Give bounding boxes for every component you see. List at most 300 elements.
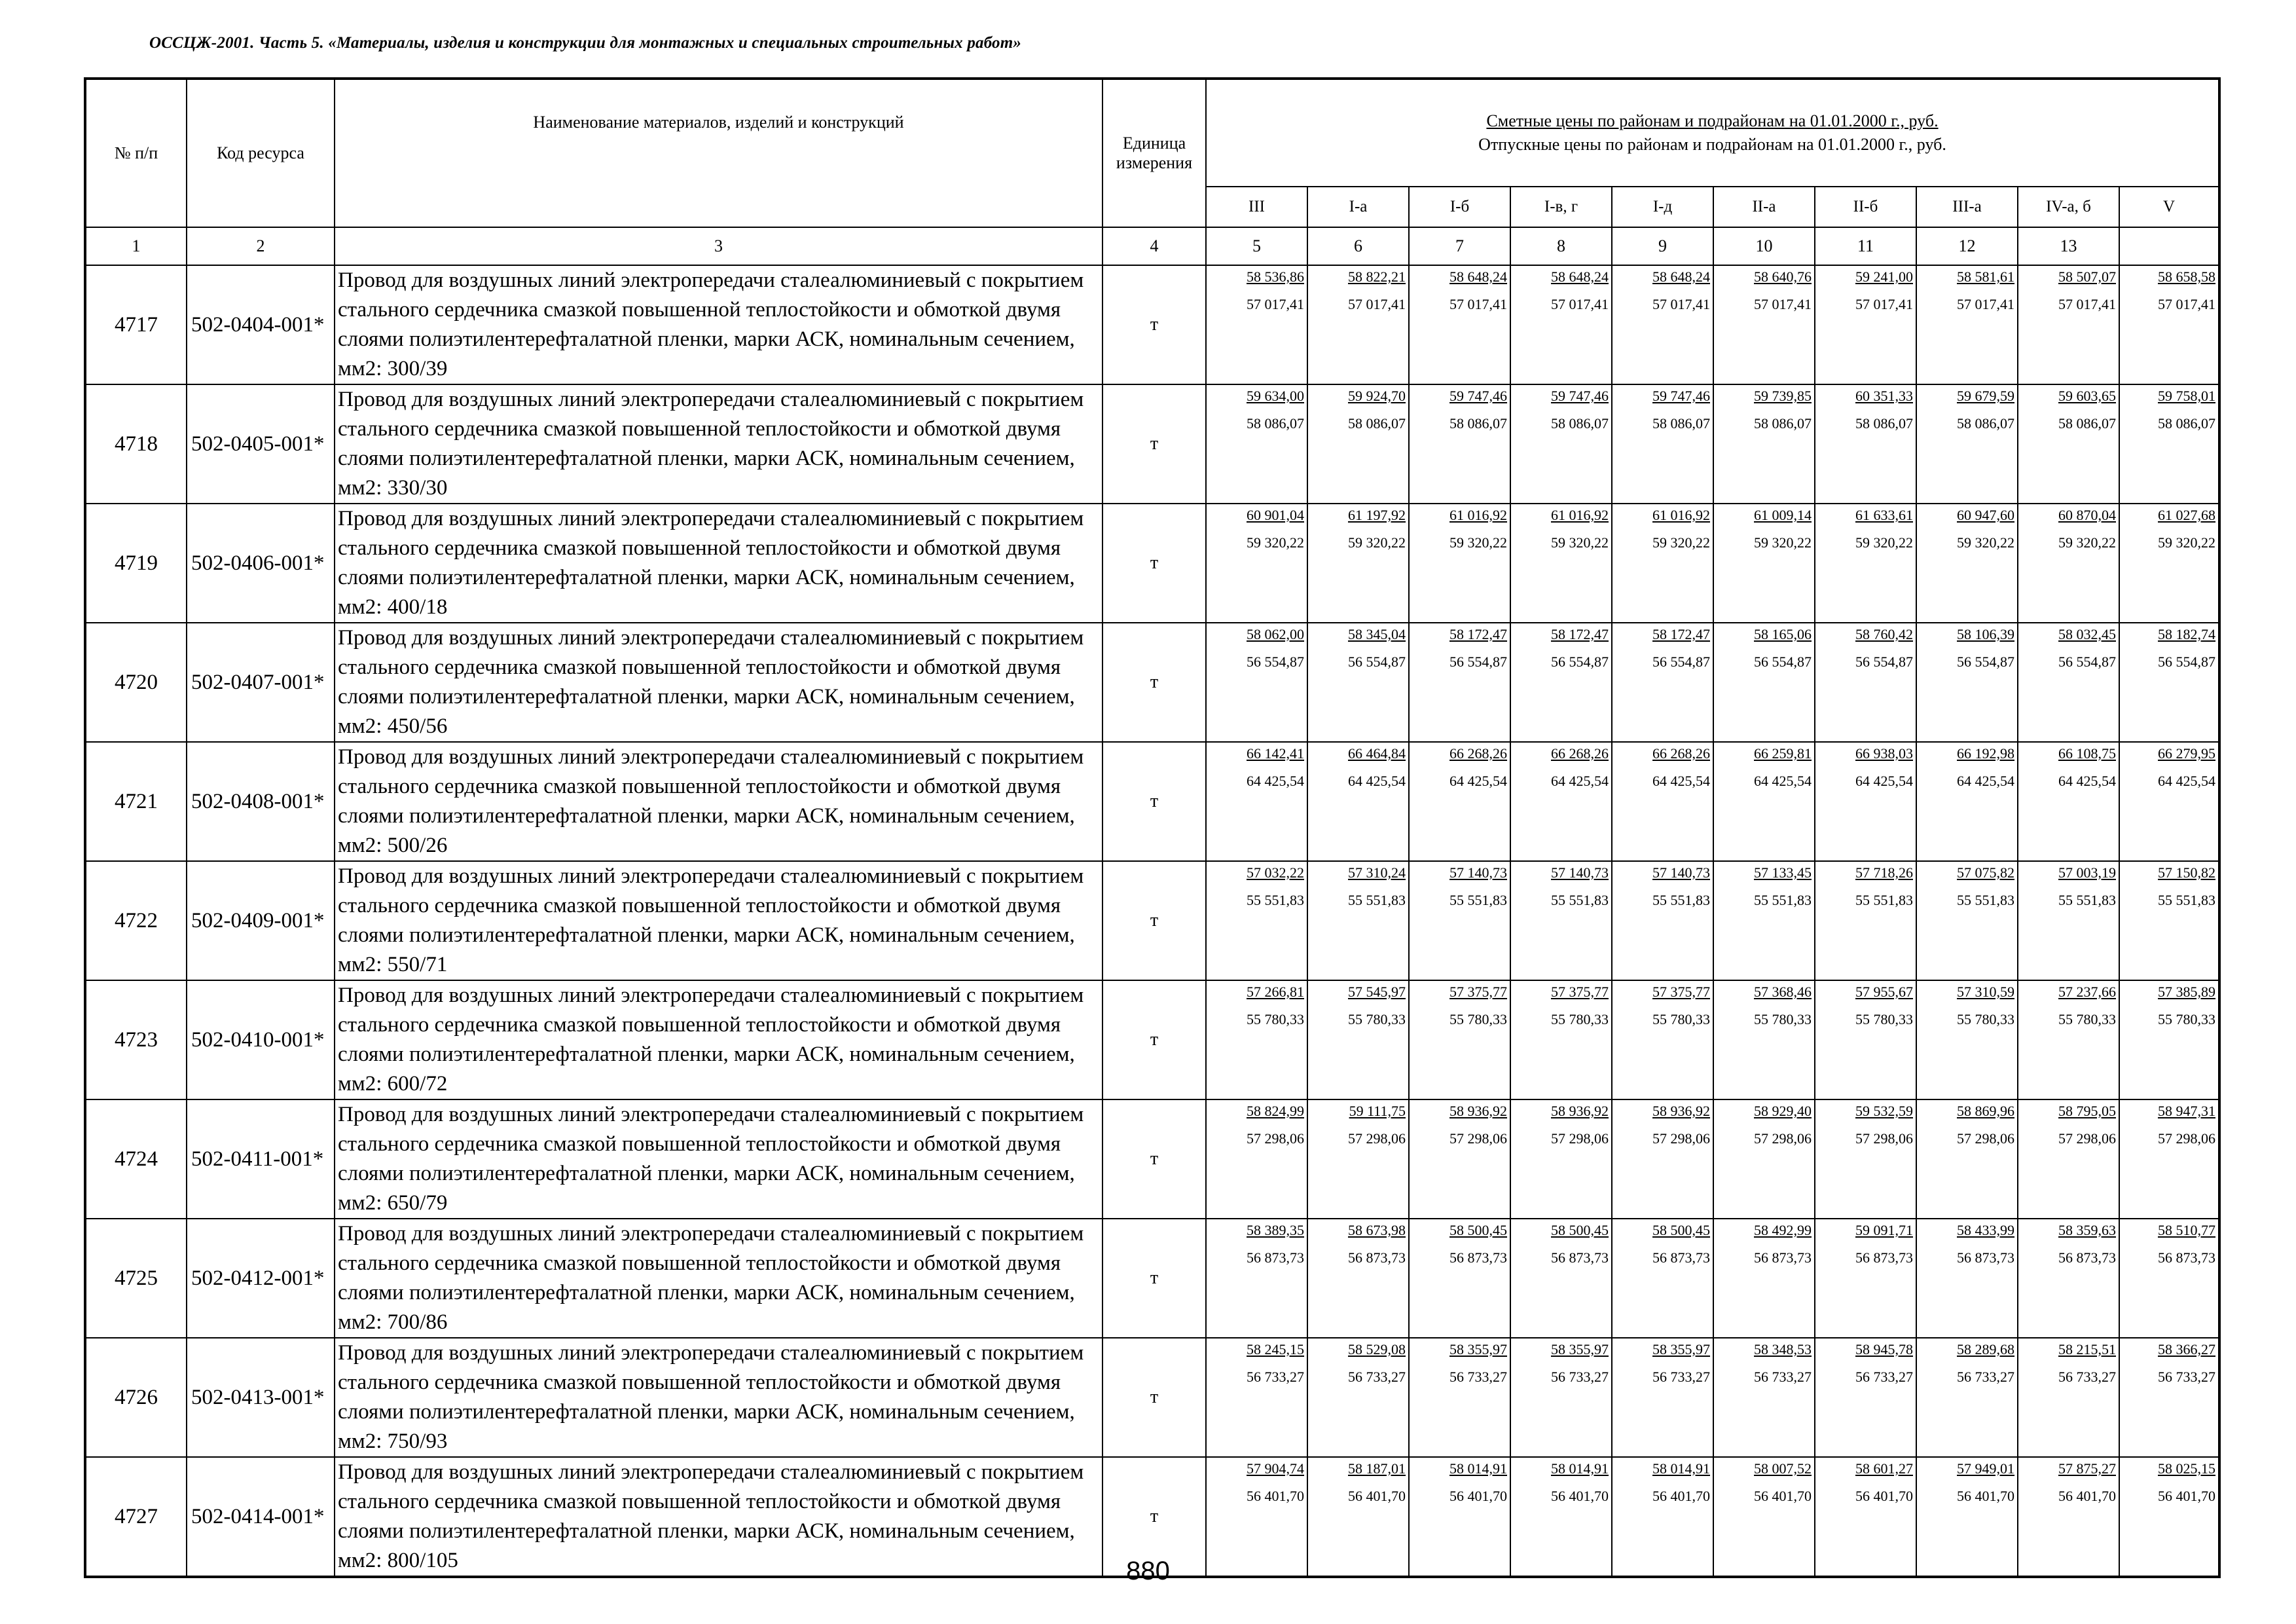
price-cell xyxy=(1206,742,1307,861)
release-price: 64 425,54 xyxy=(1247,773,1304,789)
price-cell xyxy=(1815,504,1916,623)
release-price: 56 401,70 xyxy=(1551,1488,1609,1504)
estimate-price: 58 355,97 xyxy=(1551,1341,1609,1357)
estimate-price: 59 679,59 xyxy=(1957,388,2014,404)
release-price: 57 298,06 xyxy=(1957,1130,2014,1147)
release-price: 55 780,33 xyxy=(1957,1011,2014,1027)
estimate-price: 58 014,91 xyxy=(1652,1460,1710,1477)
estimate-price: 66 464,84 xyxy=(1348,745,1406,762)
release-price: 56 401,70 xyxy=(1957,1488,2014,1504)
release-price: 55 780,33 xyxy=(1449,1011,1507,1027)
estimate-price: 58 500,45 xyxy=(1449,1222,1507,1238)
release-price: 57 298,06 xyxy=(2058,1130,2116,1147)
estimate-price: 58 187,01 xyxy=(1348,1460,1406,1477)
release-price: 58 086,07 xyxy=(1348,415,1406,432)
estimate-price: 57 904,74 xyxy=(1247,1460,1304,1477)
release-price: 57 298,06 xyxy=(1348,1130,1406,1147)
column-number: 11 xyxy=(1815,227,1916,265)
estimate-price: 58 824,99 xyxy=(1247,1103,1304,1119)
release-price: 56 554,87 xyxy=(1449,654,1507,670)
price-cell xyxy=(1307,742,1409,861)
price-cell xyxy=(2119,384,2219,504)
price-cell xyxy=(1206,1099,1307,1219)
price-cell xyxy=(1510,742,1612,861)
estimate-price: 59 747,46 xyxy=(1449,388,1507,404)
estimate-price: 58 936,92 xyxy=(1652,1103,1710,1119)
price-cell xyxy=(1206,623,1307,742)
table-row xyxy=(85,980,2219,1099)
header-name: Наименование материалов, изделий и конструкций xyxy=(335,79,1102,227)
price-cell xyxy=(1206,1219,1307,1338)
release-price: 64 425,54 xyxy=(1957,773,2014,789)
release-price: 64 425,54 xyxy=(1551,773,1609,789)
table-row xyxy=(85,1219,2219,1338)
release-price: 56 873,73 xyxy=(1551,1249,1609,1266)
table-row xyxy=(85,1338,2219,1457)
estimate-price: 57 718,26 xyxy=(1855,864,1913,881)
release-price: 57 017,41 xyxy=(1957,296,2014,312)
release-price: 57 017,41 xyxy=(1551,296,1609,312)
price-cell xyxy=(1815,1338,1916,1457)
release-price: 58 086,07 xyxy=(1652,415,1710,432)
release-price: 56 733,27 xyxy=(1247,1369,1304,1385)
table-row xyxy=(85,265,2219,384)
price-cell xyxy=(1206,1338,1307,1457)
price-cell xyxy=(1916,1219,2018,1338)
document-title: ОССЦЖ-2001. Часть 5. «Материалы, изделия и конструкции для монтажных и специальных строительных работ» xyxy=(149,34,1022,52)
header-code: Код ресурса xyxy=(187,79,335,227)
unit: т xyxy=(1102,623,1206,742)
release-price: 59 320,22 xyxy=(1247,534,1304,551)
price-cell xyxy=(2119,623,2219,742)
row-number: 4725 xyxy=(85,1219,187,1338)
price-cell xyxy=(1916,861,2018,980)
estimate-price: 59 634,00 xyxy=(1247,388,1304,404)
estimate-price: 66 938,03 xyxy=(1855,745,1913,762)
release-price: 57 017,41 xyxy=(1449,296,1507,312)
estimate-price: 66 192,98 xyxy=(1957,745,2014,762)
release-price: 55 551,83 xyxy=(1855,892,1913,908)
header-prices-estimate: Сметные цены по районам и подрайонам на 01.01.2000 г., руб. xyxy=(1486,111,1939,130)
release-price: 56 554,87 xyxy=(1754,654,1812,670)
release-price: 57 017,41 xyxy=(1652,296,1710,312)
region-header: III xyxy=(1206,187,1307,227)
price-cell xyxy=(2018,1219,2119,1338)
price-cell xyxy=(1307,384,1409,504)
estimate-price: 58 795,05 xyxy=(2058,1103,2116,1119)
estimate-price: 58 355,97 xyxy=(1652,1341,1710,1357)
release-price: 55 551,83 xyxy=(1348,892,1406,908)
resource-code: 502-0411-001* xyxy=(187,1099,335,1219)
release-price: 56 733,27 xyxy=(1957,1369,2014,1385)
estimate-price: 58 648,24 xyxy=(1551,268,1609,285)
price-cell xyxy=(1713,742,1815,861)
resource-name: Провод для воздушных линий электропередачи сталеалюминиевый с покрытием стального сердечника смазкой повышенной теплостойкости и обмоткой двумя слоями полиэтилентерефталатной пленки, марки АСК, номинальным сечением, мм2: 550/71 xyxy=(335,861,1102,980)
unit: т xyxy=(1102,384,1206,504)
release-price: 55 551,83 xyxy=(2058,892,2116,908)
price-cell xyxy=(1510,623,1612,742)
region-header: I-б xyxy=(1409,187,1510,227)
price-cell xyxy=(1713,980,1815,1099)
estimate-price: 58 640,76 xyxy=(1754,268,1812,285)
price-cell xyxy=(1510,861,1612,980)
resource-name: Провод для воздушных линий электропередачи сталеалюминиевый с покрытием стального сердечника смазкой повышенной теплостойкости и обмоткой двумя слоями полиэтилентерефталатной пленки, марки АСК, номинальным сечением, мм2: 400/18 xyxy=(335,504,1102,623)
price-cell xyxy=(1510,980,1612,1099)
estimate-price: 58 366,27 xyxy=(2158,1341,2216,1357)
estimate-price: 57 545,97 xyxy=(1348,984,1406,1000)
release-price: 64 425,54 xyxy=(1754,773,1812,789)
price-cell xyxy=(2018,265,2119,384)
release-price: 58 086,07 xyxy=(2058,415,2116,432)
estimate-price: 58 869,96 xyxy=(1957,1103,2014,1119)
header-prices-release: Отпускные цены по районам и подрайонам на 01.01.2000 г., руб. xyxy=(1478,135,1946,154)
estimate-price: 59 091,71 xyxy=(1855,1222,1913,1238)
resource-name: Провод для воздушных линий электропередачи сталеалюминиевый с покрытием стального сердечника смазкой повышенной теплостойкости и обмоткой двумя слоями полиэтилентерефталатной пленки, марки АСК, номинальным сечением, мм2: 330/30 xyxy=(335,384,1102,504)
release-price: 56 401,70 xyxy=(2058,1488,2116,1504)
estimate-price: 58 945,78 xyxy=(1855,1341,1913,1357)
release-price: 58 086,07 xyxy=(1855,415,1913,432)
estimate-price: 57 003,19 xyxy=(2058,864,2116,881)
price-cell xyxy=(1307,1338,1409,1457)
estimate-price: 57 237,66 xyxy=(2058,984,2116,1000)
release-price: 55 780,33 xyxy=(1652,1011,1710,1027)
unit: т xyxy=(1102,504,1206,623)
estimate-price: 58 601,27 xyxy=(1855,1460,1913,1477)
estimate-price: 58 289,68 xyxy=(1957,1341,2014,1357)
estimate-price: 57 266,81 xyxy=(1247,984,1304,1000)
price-cell xyxy=(1916,1099,2018,1219)
price-cell xyxy=(1713,1099,1815,1219)
price-cell xyxy=(1916,265,2018,384)
price-cell xyxy=(2018,742,2119,861)
resource-code: 502-0409-001* xyxy=(187,861,335,980)
estimate-price: 57 385,89 xyxy=(2158,984,2216,1000)
release-price: 58 086,07 xyxy=(1247,415,1304,432)
estimate-price: 58 929,40 xyxy=(1754,1103,1812,1119)
release-price: 56 873,73 xyxy=(1449,1249,1507,1266)
price-cell xyxy=(1409,742,1510,861)
price-cell xyxy=(1916,742,2018,861)
region-header: IV-а, б xyxy=(2018,187,2119,227)
release-price: 55 551,83 xyxy=(1754,892,1812,908)
price-cell xyxy=(1612,623,1713,742)
price-cell xyxy=(1409,623,1510,742)
estimate-price: 57 375,77 xyxy=(1652,984,1710,1000)
release-price: 59 320,22 xyxy=(1551,534,1609,551)
unit: т xyxy=(1102,861,1206,980)
release-price: 56 401,70 xyxy=(1652,1488,1710,1504)
estimate-price: 57 375,77 xyxy=(1449,984,1507,1000)
price-cell xyxy=(1612,861,1713,980)
estimate-price: 59 758,01 xyxy=(2158,388,2216,404)
release-price: 56 733,27 xyxy=(1652,1369,1710,1385)
row-number: 4723 xyxy=(85,980,187,1099)
estimate-price: 57 375,77 xyxy=(1551,984,1609,1000)
row-number: 4720 xyxy=(85,623,187,742)
estimate-price: 57 949,01 xyxy=(1957,1460,2014,1477)
price-cell xyxy=(1409,265,1510,384)
price-cell xyxy=(1307,980,1409,1099)
release-price: 56 733,27 xyxy=(1754,1369,1812,1385)
row-number: 4717 xyxy=(85,265,187,384)
release-price: 56 554,87 xyxy=(1957,654,2014,670)
estimate-price: 58 500,45 xyxy=(1551,1222,1609,1238)
resource-code: 502-0414-001* xyxy=(187,1457,335,1577)
estimate-price: 66 108,75 xyxy=(2058,745,2116,762)
price-cell xyxy=(1713,1338,1815,1457)
release-price: 57 298,06 xyxy=(1551,1130,1609,1147)
price-cell xyxy=(1612,980,1713,1099)
table-row xyxy=(85,1099,2219,1219)
release-price: 55 780,33 xyxy=(1855,1011,1913,1027)
price-cell xyxy=(1815,384,1916,504)
price-cell xyxy=(1612,384,1713,504)
price-cell xyxy=(1409,384,1510,504)
unit: т xyxy=(1102,1338,1206,1457)
row-number: 4724 xyxy=(85,1099,187,1219)
estimate-price: 58 215,51 xyxy=(2058,1341,2116,1357)
estimate-price: 58 936,92 xyxy=(1449,1103,1507,1119)
estimate-price: 60 947,60 xyxy=(1957,507,2014,523)
resource-code: 502-0413-001* xyxy=(187,1338,335,1457)
estimate-price: 61 016,92 xyxy=(1551,507,1609,523)
header-prices xyxy=(1206,79,2219,187)
release-price: 59 320,22 xyxy=(1348,534,1406,551)
price-cell xyxy=(1510,384,1612,504)
column-number: 13 xyxy=(2018,227,2119,265)
price-cell xyxy=(2119,1338,2219,1457)
release-price: 55 551,83 xyxy=(2158,892,2216,908)
price-cell xyxy=(1612,504,1713,623)
estimate-price: 58 433,99 xyxy=(1957,1222,2014,1238)
price-cell xyxy=(1612,1099,1713,1219)
release-price: 64 425,54 xyxy=(1348,773,1406,789)
estimate-price: 58 355,97 xyxy=(1449,1341,1507,1357)
price-cell xyxy=(2119,980,2219,1099)
price-cell xyxy=(1916,384,2018,504)
release-price: 59 320,22 xyxy=(1652,534,1710,551)
release-price: 64 425,54 xyxy=(1449,773,1507,789)
resource-name: Провод для воздушных линий электропередачи сталеалюминиевый с покрытием стального сердечника смазкой повышенной теплостойкости и обмоткой двумя слоями полиэтилентерефталатной пленки, марки АСК, номинальным сечением, мм2: 650/79 xyxy=(335,1099,1102,1219)
row-number: 4718 xyxy=(85,384,187,504)
price-cell xyxy=(2018,384,2119,504)
resource-name: Провод для воздушных линий электропередачи сталеалюминиевый с покрытием стального сердечника смазкой повышенной теплостойкости и обмоткой двумя слоями полиэтилентерефталатной пленки, марки АСК, номинальным сечением, мм2: 800/105 xyxy=(335,1457,1102,1577)
release-price: 57 298,06 xyxy=(1449,1130,1507,1147)
price-cell xyxy=(1815,1099,1916,1219)
estimate-price: 58 658,58 xyxy=(2158,268,2216,285)
column-number: 7 xyxy=(1409,227,1510,265)
estimate-price: 57 032,22 xyxy=(1247,864,1304,881)
price-cell xyxy=(1409,861,1510,980)
resource-name: Провод для воздушных линий электропередачи сталеалюминиевый с покрытием стального сердечника смазкой повышенной теплостойкости и обмоткой двумя слоями полиэтилентерефталатной пленки, марки АСК, номинальным сечением, мм2: 700/86 xyxy=(335,1219,1102,1338)
estimate-price: 59 739,85 xyxy=(1754,388,1812,404)
estimate-price: 58 389,35 xyxy=(1247,1222,1304,1238)
price-cell xyxy=(1815,861,1916,980)
estimate-price: 58 510,77 xyxy=(2158,1222,2216,1238)
price-cell xyxy=(1307,504,1409,623)
region-header: II-б xyxy=(1815,187,1916,227)
estimate-price: 58 165,06 xyxy=(1754,626,1812,642)
page-number: 880 xyxy=(1126,1557,1170,1585)
price-cell xyxy=(2018,1338,2119,1457)
release-price: 55 551,83 xyxy=(1652,892,1710,908)
price-table xyxy=(84,77,2221,1578)
estimate-price: 57 955,67 xyxy=(1855,984,1913,1000)
estimate-price: 57 875,27 xyxy=(2058,1460,2116,1477)
resource-code: 502-0406-001* xyxy=(187,504,335,623)
price-cell xyxy=(2119,265,2219,384)
price-cell xyxy=(1409,504,1510,623)
release-price: 55 551,83 xyxy=(1551,892,1609,908)
price-cell xyxy=(1612,1219,1713,1338)
release-price: 56 554,87 xyxy=(1855,654,1913,670)
estimate-price: 58 529,08 xyxy=(1348,1341,1406,1357)
release-price: 57 298,06 xyxy=(1652,1130,1710,1147)
estimate-price: 61 027,68 xyxy=(2158,507,2216,523)
column-number: 9 xyxy=(1612,227,1713,265)
estimate-price: 59 747,46 xyxy=(1652,388,1710,404)
release-price: 56 554,87 xyxy=(1348,654,1406,670)
price-cell xyxy=(1713,1219,1815,1338)
estimate-price: 60 901,04 xyxy=(1247,507,1304,523)
price-cell xyxy=(1510,1219,1612,1338)
release-price: 56 873,73 xyxy=(1652,1249,1710,1266)
estimate-price: 58 025,15 xyxy=(2158,1460,2216,1477)
header-num: № п/п xyxy=(85,79,187,227)
release-price: 55 780,33 xyxy=(1348,1011,1406,1027)
estimate-price: 57 310,24 xyxy=(1348,864,1406,881)
release-price: 55 551,83 xyxy=(1247,892,1304,908)
unit: т xyxy=(1102,1099,1206,1219)
release-price: 56 401,70 xyxy=(1449,1488,1507,1504)
resource-code: 502-0405-001* xyxy=(187,384,335,504)
price-cell xyxy=(1815,742,1916,861)
estimate-price: 61 016,92 xyxy=(1652,507,1710,523)
row-number: 4722 xyxy=(85,861,187,980)
estimate-price: 66 259,81 xyxy=(1754,745,1812,762)
estimate-price: 58 014,91 xyxy=(1449,1460,1507,1477)
release-price: 58 086,07 xyxy=(1754,415,1812,432)
unit: т xyxy=(1102,1219,1206,1338)
price-cell xyxy=(1409,1338,1510,1457)
release-price: 59 320,22 xyxy=(2158,534,2216,551)
column-number: 10 xyxy=(1713,227,1815,265)
price-cell xyxy=(1409,1099,1510,1219)
estimate-price: 58 536,86 xyxy=(1247,268,1304,285)
estimate-price: 58 182,74 xyxy=(2158,626,2216,642)
release-price: 57 017,41 xyxy=(1247,296,1304,312)
price-cell xyxy=(1206,980,1307,1099)
estimate-price: 58 500,45 xyxy=(1652,1222,1710,1238)
price-cell xyxy=(1612,1338,1713,1457)
release-price: 64 425,54 xyxy=(2058,773,2116,789)
estimate-price: 58 936,92 xyxy=(1551,1103,1609,1119)
resource-code: 502-0404-001* xyxy=(187,265,335,384)
release-price: 56 401,70 xyxy=(1754,1488,1812,1504)
price-cell xyxy=(1510,1338,1612,1457)
resource-name: Провод для воздушных линий электропередачи сталеалюминиевый с покрытием стального сердечника смазкой повышенной теплостойкости и обмоткой двумя слоями полиэтилентерефталатной пленки, марки АСК, номинальным сечением, мм2: 600/72 xyxy=(335,980,1102,1099)
release-price: 56 554,87 xyxy=(1551,654,1609,670)
release-price: 56 401,70 xyxy=(1247,1488,1304,1504)
release-price: 58 086,07 xyxy=(1551,415,1609,432)
release-price: 57 017,41 xyxy=(1855,296,1913,312)
column-number: 12 xyxy=(1916,227,2018,265)
estimate-price: 57 140,73 xyxy=(1652,864,1710,881)
release-price: 64 425,54 xyxy=(1855,773,1913,789)
release-price: 55 780,33 xyxy=(2158,1011,2216,1027)
column-number: 6 xyxy=(1307,227,1409,265)
price-cell xyxy=(2018,623,2119,742)
estimate-price: 58 947,31 xyxy=(2158,1103,2216,1119)
price-cell xyxy=(1916,504,2018,623)
estimate-price: 58 172,47 xyxy=(1652,626,1710,642)
estimate-price: 59 747,46 xyxy=(1551,388,1609,404)
estimate-price: 61 016,92 xyxy=(1449,507,1507,523)
estimate-price: 58 581,61 xyxy=(1957,268,2014,285)
price-cell xyxy=(1815,1219,1916,1338)
estimate-price: 57 150,82 xyxy=(2158,864,2216,881)
release-price: 59 320,22 xyxy=(1957,534,2014,551)
release-price: 56 554,87 xyxy=(1247,654,1304,670)
price-cell xyxy=(1510,265,1612,384)
estimate-price: 58 822,21 xyxy=(1348,268,1406,285)
price-cell xyxy=(1713,384,1815,504)
table-row xyxy=(85,623,2219,742)
estimate-price: 60 351,33 xyxy=(1855,388,1913,404)
table-row xyxy=(85,504,2219,623)
release-price: 57 017,41 xyxy=(1348,296,1406,312)
release-price: 59 320,22 xyxy=(1754,534,1812,551)
price-cell xyxy=(2018,980,2119,1099)
release-price: 56 733,27 xyxy=(2158,1369,2216,1385)
estimate-price: 59 532,59 xyxy=(1855,1103,1913,1119)
release-price: 56 733,27 xyxy=(2058,1369,2116,1385)
estimate-price: 59 603,65 xyxy=(2058,388,2116,404)
column-number: 1 xyxy=(85,227,187,265)
estimate-price: 58 760,42 xyxy=(1855,626,1913,642)
estimate-price: 58 106,39 xyxy=(1957,626,2014,642)
release-price: 56 401,70 xyxy=(1855,1488,1913,1504)
estimate-price: 58 359,63 xyxy=(2058,1222,2116,1238)
column-number: 5 xyxy=(1206,227,1307,265)
estimate-price: 59 241,00 xyxy=(1855,268,1913,285)
estimate-price: 58 032,45 xyxy=(2058,626,2116,642)
release-price: 58 086,07 xyxy=(1449,415,1507,432)
release-price: 57 017,41 xyxy=(2058,296,2116,312)
price-cell xyxy=(2119,1219,2219,1338)
region-header: I-а xyxy=(1307,187,1409,227)
release-price: 55 551,83 xyxy=(1449,892,1507,908)
table-row xyxy=(85,861,2219,980)
release-price: 56 873,73 xyxy=(1754,1249,1812,1266)
release-price: 56 733,27 xyxy=(1855,1369,1913,1385)
price-cell xyxy=(2119,742,2219,861)
price-cell xyxy=(1409,980,1510,1099)
release-price: 56 873,73 xyxy=(1348,1249,1406,1266)
price-cell xyxy=(1612,742,1713,861)
release-price: 56 554,87 xyxy=(1652,654,1710,670)
price-cell xyxy=(1206,861,1307,980)
estimate-price: 57 075,82 xyxy=(1957,864,2014,881)
release-price: 57 298,06 xyxy=(1855,1130,1913,1147)
price-cell xyxy=(2018,504,2119,623)
estimate-price: 60 870,04 xyxy=(2058,507,2116,523)
column-number: 4 xyxy=(1102,227,1206,265)
estimate-price: 58 062,00 xyxy=(1247,626,1304,642)
estimate-price: 58 245,15 xyxy=(1247,1341,1304,1357)
release-price: 64 425,54 xyxy=(2158,773,2216,789)
price-cell xyxy=(1916,980,2018,1099)
